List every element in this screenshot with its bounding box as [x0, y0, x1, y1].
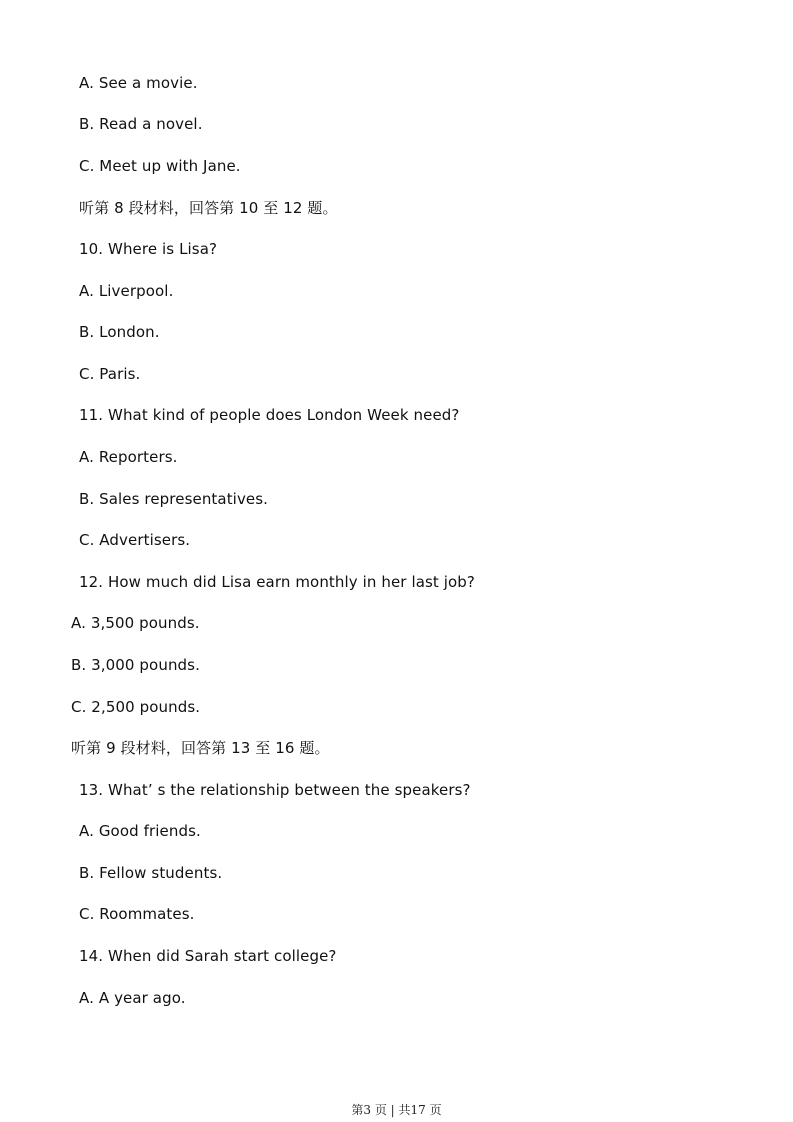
option-9a: A. See a movie.: [79, 74, 198, 92]
section-heading-9: 听第 9 段材料，回答第 13 至 16 题。: [71, 739, 330, 757]
option-10c: C. Paris.: [79, 365, 141, 383]
option-11a: A. Reporters.: [79, 448, 178, 466]
option-12b: B. 3,000 pounds.: [71, 656, 200, 674]
option-9c: C. Meet up with Jane.: [79, 157, 241, 175]
option-10b: B. London.: [79, 323, 160, 341]
option-9b: B. Read a novel.: [79, 115, 203, 133]
page-footer: 第3 页 | 共17 页: [351, 1103, 442, 1117]
section-heading-8: 听第 8 段材料，回答第 10 至 12 题。: [79, 199, 338, 217]
question-11: 11. What kind of people does London Week need?: [79, 406, 460, 424]
question-13: 13. What’ s the relationship between the speakers?: [79, 781, 471, 799]
option-13a: A. Good friends.: [79, 822, 201, 840]
option-11b: B. Sales representatives.: [79, 490, 269, 508]
option-13c: C. Roommates.: [79, 905, 195, 923]
option-13b: B. Fellow students.: [79, 864, 223, 882]
option-12c: C. 2,500 pounds.: [71, 698, 201, 716]
question-10: 10. Where is Lisa?: [79, 240, 218, 258]
question-12: 12. How much did Lisa earn monthly in her last job?: [79, 573, 475, 591]
option-10a: A. Liverpool.: [79, 282, 174, 300]
option-12a: A. 3,500 pounds.: [71, 614, 200, 632]
option-11c: C. Advertisers.: [79, 531, 191, 549]
option-14a: A. A year ago.: [79, 989, 186, 1007]
question-14: 14. When did Sarah start college?: [79, 947, 337, 965]
